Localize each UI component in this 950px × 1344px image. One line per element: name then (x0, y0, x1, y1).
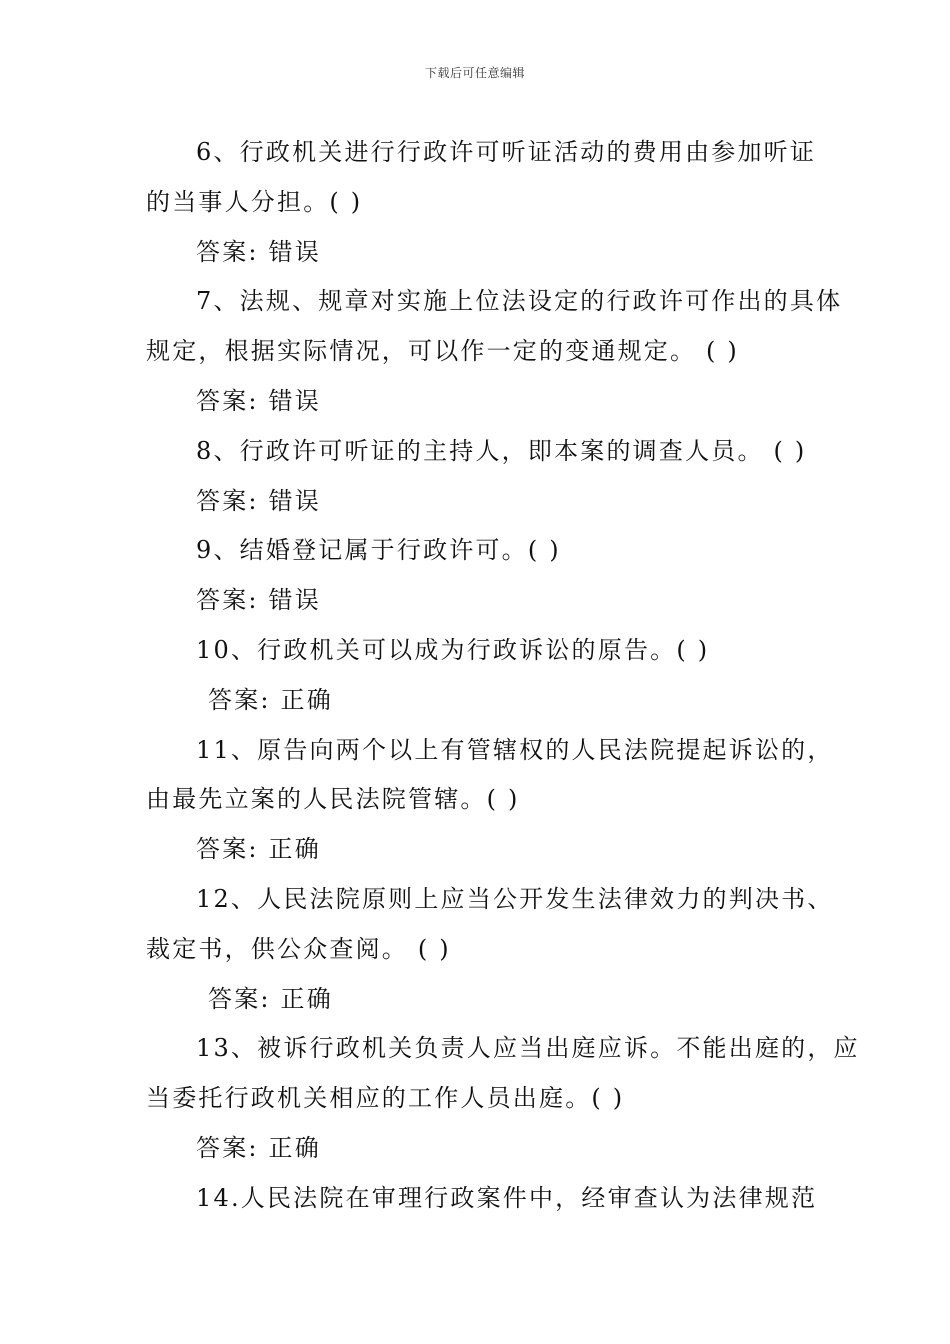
answer-9: 答案: 错误 (196, 586, 321, 615)
answer-13: 答案: 正确 (196, 1133, 321, 1162)
question-8: 8、行政许可听证的主持人，即本案的调查人员。 ( ) (196, 436, 807, 465)
document-body (146, 128, 860, 1224)
question-7-line-1: 7、法规、规章对实施上位法设定的行政许可作出的具体 (196, 287, 843, 316)
question-12-line-1: 12、人民法院原则上应当公开发生法律效力的判决书、 (196, 884, 834, 913)
answer-10: 答案: 正确 (208, 685, 333, 714)
page-header: 下载后可任意编辑 (424, 66, 525, 80)
question-13-line-2: 当委托行政机关相应的工作人员出庭。( ) (146, 1084, 625, 1113)
answer-8: 答案: 错误 (196, 486, 321, 515)
answer-6: 答案: 错误 (196, 237, 321, 266)
answer-12: 答案: 正确 (208, 984, 333, 1013)
question-9: 9、结婚登记属于行政许可。( ) (196, 536, 561, 565)
question-11-line-1: 11、原告向两个以上有管辖权的人民法院提起诉讼的， (196, 735, 834, 764)
question-6-line-2: 的当事人分担。( ) (146, 187, 363, 216)
question-11-line-2: 由最先立案的人民法院管辖。( ) (146, 785, 520, 814)
question-6-line-1: 6、行政机关进行行政许可听证活动的费用由参加听证 (196, 138, 817, 166)
question-12-line-2: 裁定书，供公众查阅。 ( ) (146, 934, 451, 963)
question-14-line-1: 14.人民法院在审理行政案件中，经审查认为法律规范 (196, 1183, 818, 1212)
answer-11: 答案: 正确 (196, 835, 321, 864)
answer-7: 答案: 错误 (196, 386, 321, 415)
question-7-line-2: 规定，根据实际情况，可以作一定的变通规定。 ( ) (146, 337, 739, 366)
question-10: 10、行政机关可以成为行政诉讼的原告。( ) (196, 635, 710, 664)
question-13-line-1: 13、被诉行政机关负责人应当出庭应诉。不能出庭的，应 (196, 1034, 860, 1063)
